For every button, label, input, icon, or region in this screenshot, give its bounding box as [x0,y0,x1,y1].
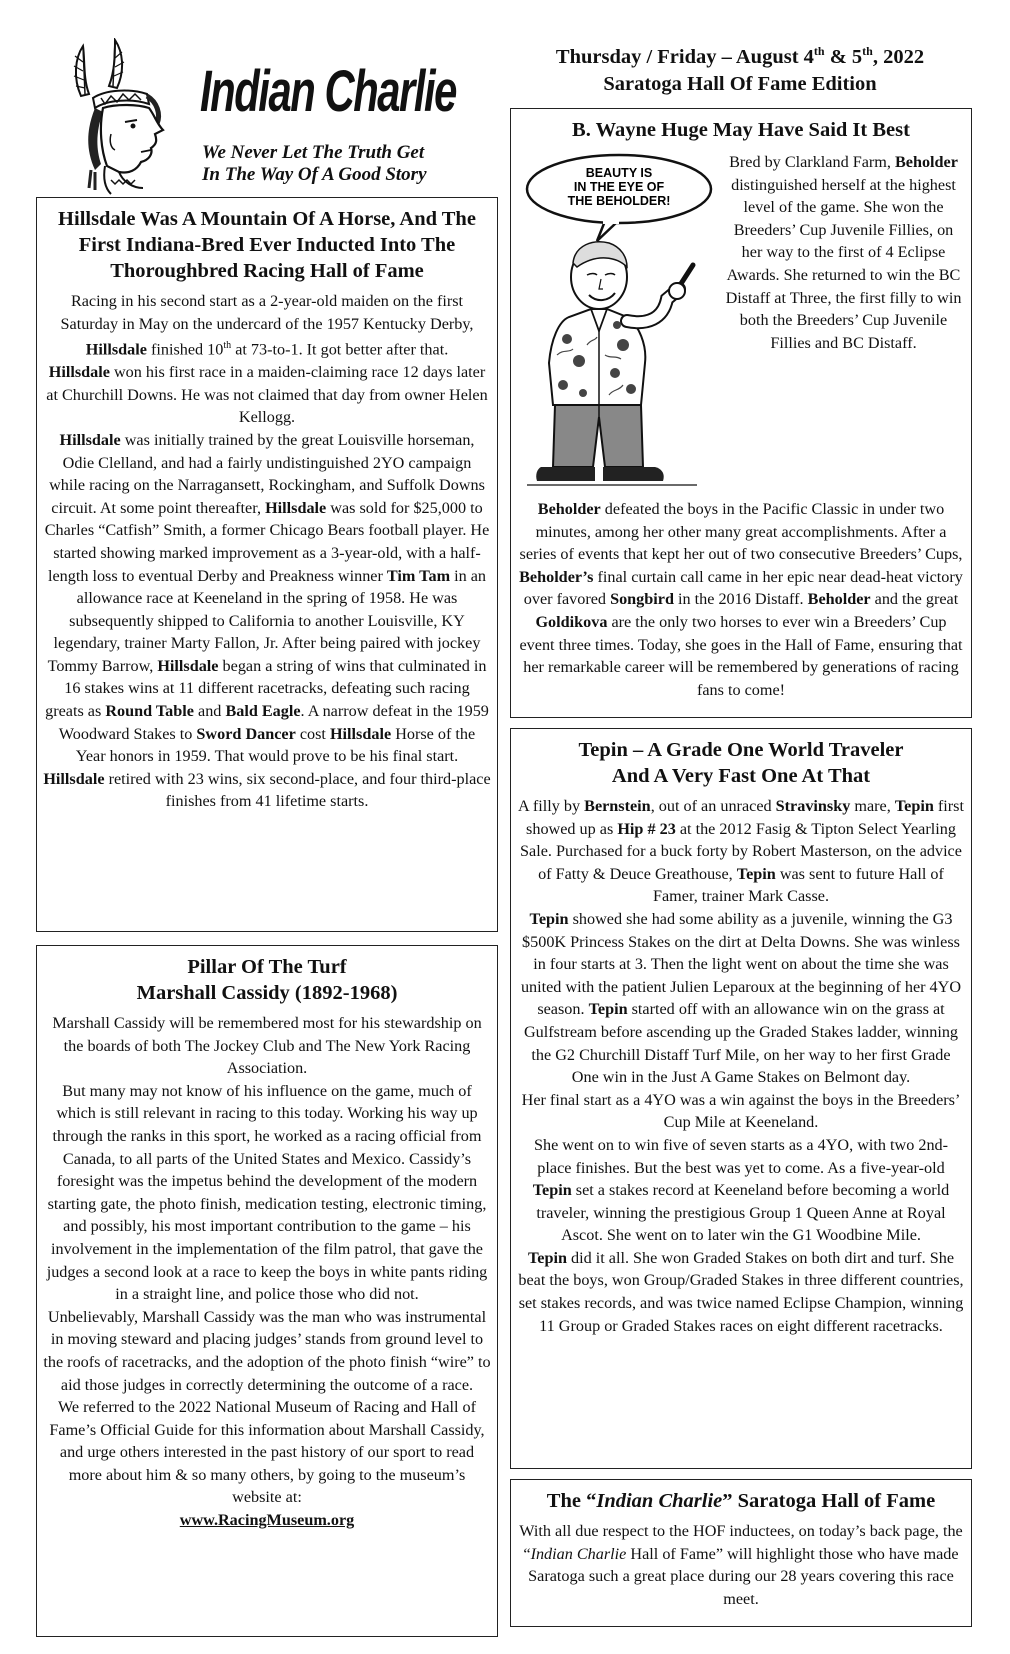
tepin-paragraph-5: Tepin did it all. She won Graded Stakes on both dirt and turf. She beat the boys, won Group/Graded Stakes in three different countries, set stakes records, and was twice named Eclipse Champion, winning 11 Group or Graded Stakes races on eight different racetracks. [518,1248,964,1335]
tagline-line2: In The Way Of A Good Story [202,164,427,185]
cassidy-paragraph-1: Marshall Cassidy will be remembered most for his stewardship on the boards of both The Jockey Club and The New York Racing Association. [52,1014,482,1078]
bubble-line1: BEAUTY IS [585,166,653,180]
cassidy-headline [43,954,491,1006]
dateline-edition: Saratoga Hall Of Fame Edition [603,72,877,95]
beholder-side-text: Bred by Clarkland Farm, Beholder distinguished herself at the highest level of the game. She won the Breeders’ Cup Juvenile Fillies, on her way to the first of 4 Eclipse Awards. She returned to win the BC Distaff at Three, the first filly to win both the Breeders’ Cup Juvenile Fillies and BC Distaff. [725,153,962,352]
wayne-lukas-cartoon-icon [517,149,722,489]
racing-museum-link[interactable]: www.RacingMuseum.org [179,1511,355,1530]
masthead-tagline [202,142,427,186]
hillsdale-paragraph-1: Racing in his second start as a 2-year-old maiden on the first Saturday in May on the undercard of the 1957 Kentucky Derby, Hillsdale finished 10th at 73-to-1. It got better after that. [60,292,474,359]
tepin-headline-line2: And A Very Fast One At That [611,765,871,787]
hillsdale-headline: Hillsdale Was A Mountain Of A Horse, And The First Indiana-Bred Ever Inducted Into The Thoroughbred Racing Hall of Fame [58,208,476,282]
hof-body: With all due respect to the HOF inductees, on today’s back page, the “Indian Charlie Hall of Fame” will highlight those who have made Saratoga such a great place during our 28 years covering this race meet. [519,1522,963,1608]
tepin-headline [517,737,965,789]
cassidy-headline-line1: Pillar Of The Turf [187,956,347,978]
dateline-date: Thursday / Friday – August 4th & 5th, 2022 [555,44,925,68]
tepin-paragraph-4: She went on to win five of seven starts as a 4YO, with two 2nd-place finishes. But the best was yet to come. As a five-year-old Tepin set a stakes record at Keeneland before becoming a world traveler, winning the prestigious Group 1 Queen Anne at Royal Ascot. She went on to later win the G1 Woodbine Mile. [532,1135,950,1245]
tepin-body [517,795,965,1337]
hof-headline: The “Indian Charlie” Saratoga Hall of Fame [546,1490,936,1512]
bubble-line3: THE BEHOLDER! [567,194,671,208]
tepin-paragraph-3: Her final start as a 4YO was a win against the boys in the Breeders’ Cup Mile at Keeneland. [521,1090,961,1132]
article-hillsdale [36,197,498,932]
cassidy-paragraph-3: Unbelievably, Marshall Cassidy was the man who was instrumental in moving steward and placing judges’ stands from ground level to the roofs of racetracks, and the adoption of the photo finish “wire” to aid those judges in correctly determining the outcome of a race. [43,1307,491,1394]
beholder-headline: B. Wayne Huge May Have Said It Best [572,119,910,141]
hillsdale-body [43,290,491,813]
cassidy-paragraph-4: We referred to the 2022 National Museum of Racing and Hall of Fame’s Official Guide for this information about Marshall Cassidy, and urge others interested in the past history of our sport to read more about him & so many others, by going to the museum’s website at: [49,1398,485,1507]
tepin-headline-line1: Tepin – A Grade One World Traveler [578,739,904,761]
indian-charlie-logo-icon [45,38,195,196]
bubble-line2: IN THE EYE OF [573,180,665,194]
article-beholder [510,108,972,718]
masthead-brand: Indian Charlie [200,59,456,124]
dateline [510,38,970,98]
hillsdale-paragraph-4: Hillsdale retired with 23 wins, six second-place, and four third-place finishes from 41 lifetime starts. [43,769,491,811]
beholder-body: Beholder defeated the boys in the Pacific Classic in under two minutes, among her other many great accomplishments. After a series of events that kept her out of two consecutive Breeders’ Cups, Beholder’s final curtain call came in her epic near dead-heat victory over favored Songbird in the 2016 Distaff. Beholder and the great Goldikova are the only two horses to ever win a Breeders’ Cup event three times. Today, she goes in the Hall of Fame, ensuring that her remarkable career will be remembered by generations of racing fans to come! [519,500,963,699]
article-hall-of-fame [510,1479,972,1627]
article-cassidy [36,945,498,1637]
cassidy-paragraph-2: But many may not know of his influence on the game, much of which is still relevant in racing to this today. Working his way up through the ranks in this sport, he worked as a racing official from Canada, to all parts of the United States and Mexico. Cassidy’s foresight was the impetus behind the development of the modern starting gate, the photo finish, medication testing, electronic timing, and possibly, his most important contribution to the game – his involvement in the implementation of the film patrol, that gave the judges a second look at a race to keep the boys in white pants riding in a straight line, and police those who did not. [46,1081,488,1304]
tagline-line1: We Never Let The Truth Get [202,142,425,163]
cassidy-body [43,1012,491,1532]
cassidy-headline-line2: Marshall Cassidy (1892-1968) [136,982,398,1004]
masthead [45,38,495,198]
hillsdale-paragraph-3: Hillsdale was initially trained by the great Louisville horseman, Odie Clelland, and had a fairly undistinguished 2YO campaign while racing on the Narragansett, Rockingham, and Suffolk Downs circuit. At some point thereafter, Hillsdale was sold for $25,000 to Charles “Catfish” Smith, a former Chicago Bears football player. He started showing marked improvement as a 3-year-old, with a half-length loss to eventual Derby and Preakness winner Tim Tam in an allowance race at Keeneland in the spring of 1958. He was subsequently shipped to California to another Louisville, KY legendary, trainer Marty Fallon, Jr. After being paired with jockey Tommy Barrow, Hillsdale began a string of wins that culminated in 16 stakes wins at 11 different racetracks, defeating such racing greats as Round Table and Bald Eagle. A narrow defeat in the 1959 Woodward Stakes to Sword Dancer cost Hillsdale Horse of the Year honors in 1959. That would prove to be his final start. [44,430,490,766]
tepin-paragraph-1: A filly by Bernstein, out of an unraced Stravinsky mare, Tepin first showed up as Hip # 23 at the 2012 Fasig & Tipton Select Yearling Sale. Purchased for a buck forty by Robert Masterson, on the advice of Fatty & Deuce Greathouse, Tepin was sent to future Hall of Famer, trainer Mark Casse. [518,797,964,906]
hillsdale-paragraph-2: Hillsdale won his first race in a maiden-claiming race 12 days later at Churchill Downs. He was not claimed that day from owner Helen Kellogg. [46,363,488,427]
article-tepin [510,728,972,1469]
tepin-paragraph-2: Tepin showed she had some ability as a juvenile, winning the G3 $500K Princess Stakes on the dirt at Delta Downs. She was winless in four starts at 3. Then the light went on about the time she was united with the patient Julien Leparoux at the beginning of her 4YO season. Tepin started off with an allowance win on the grass at Gulfstream before ascending up the Graded Stakes ladder, winning the G2 Churchill Distaff Turf Mile, on her way to her first Grade One win in the Just A Game Stakes on Belmont day. [520,909,962,1087]
